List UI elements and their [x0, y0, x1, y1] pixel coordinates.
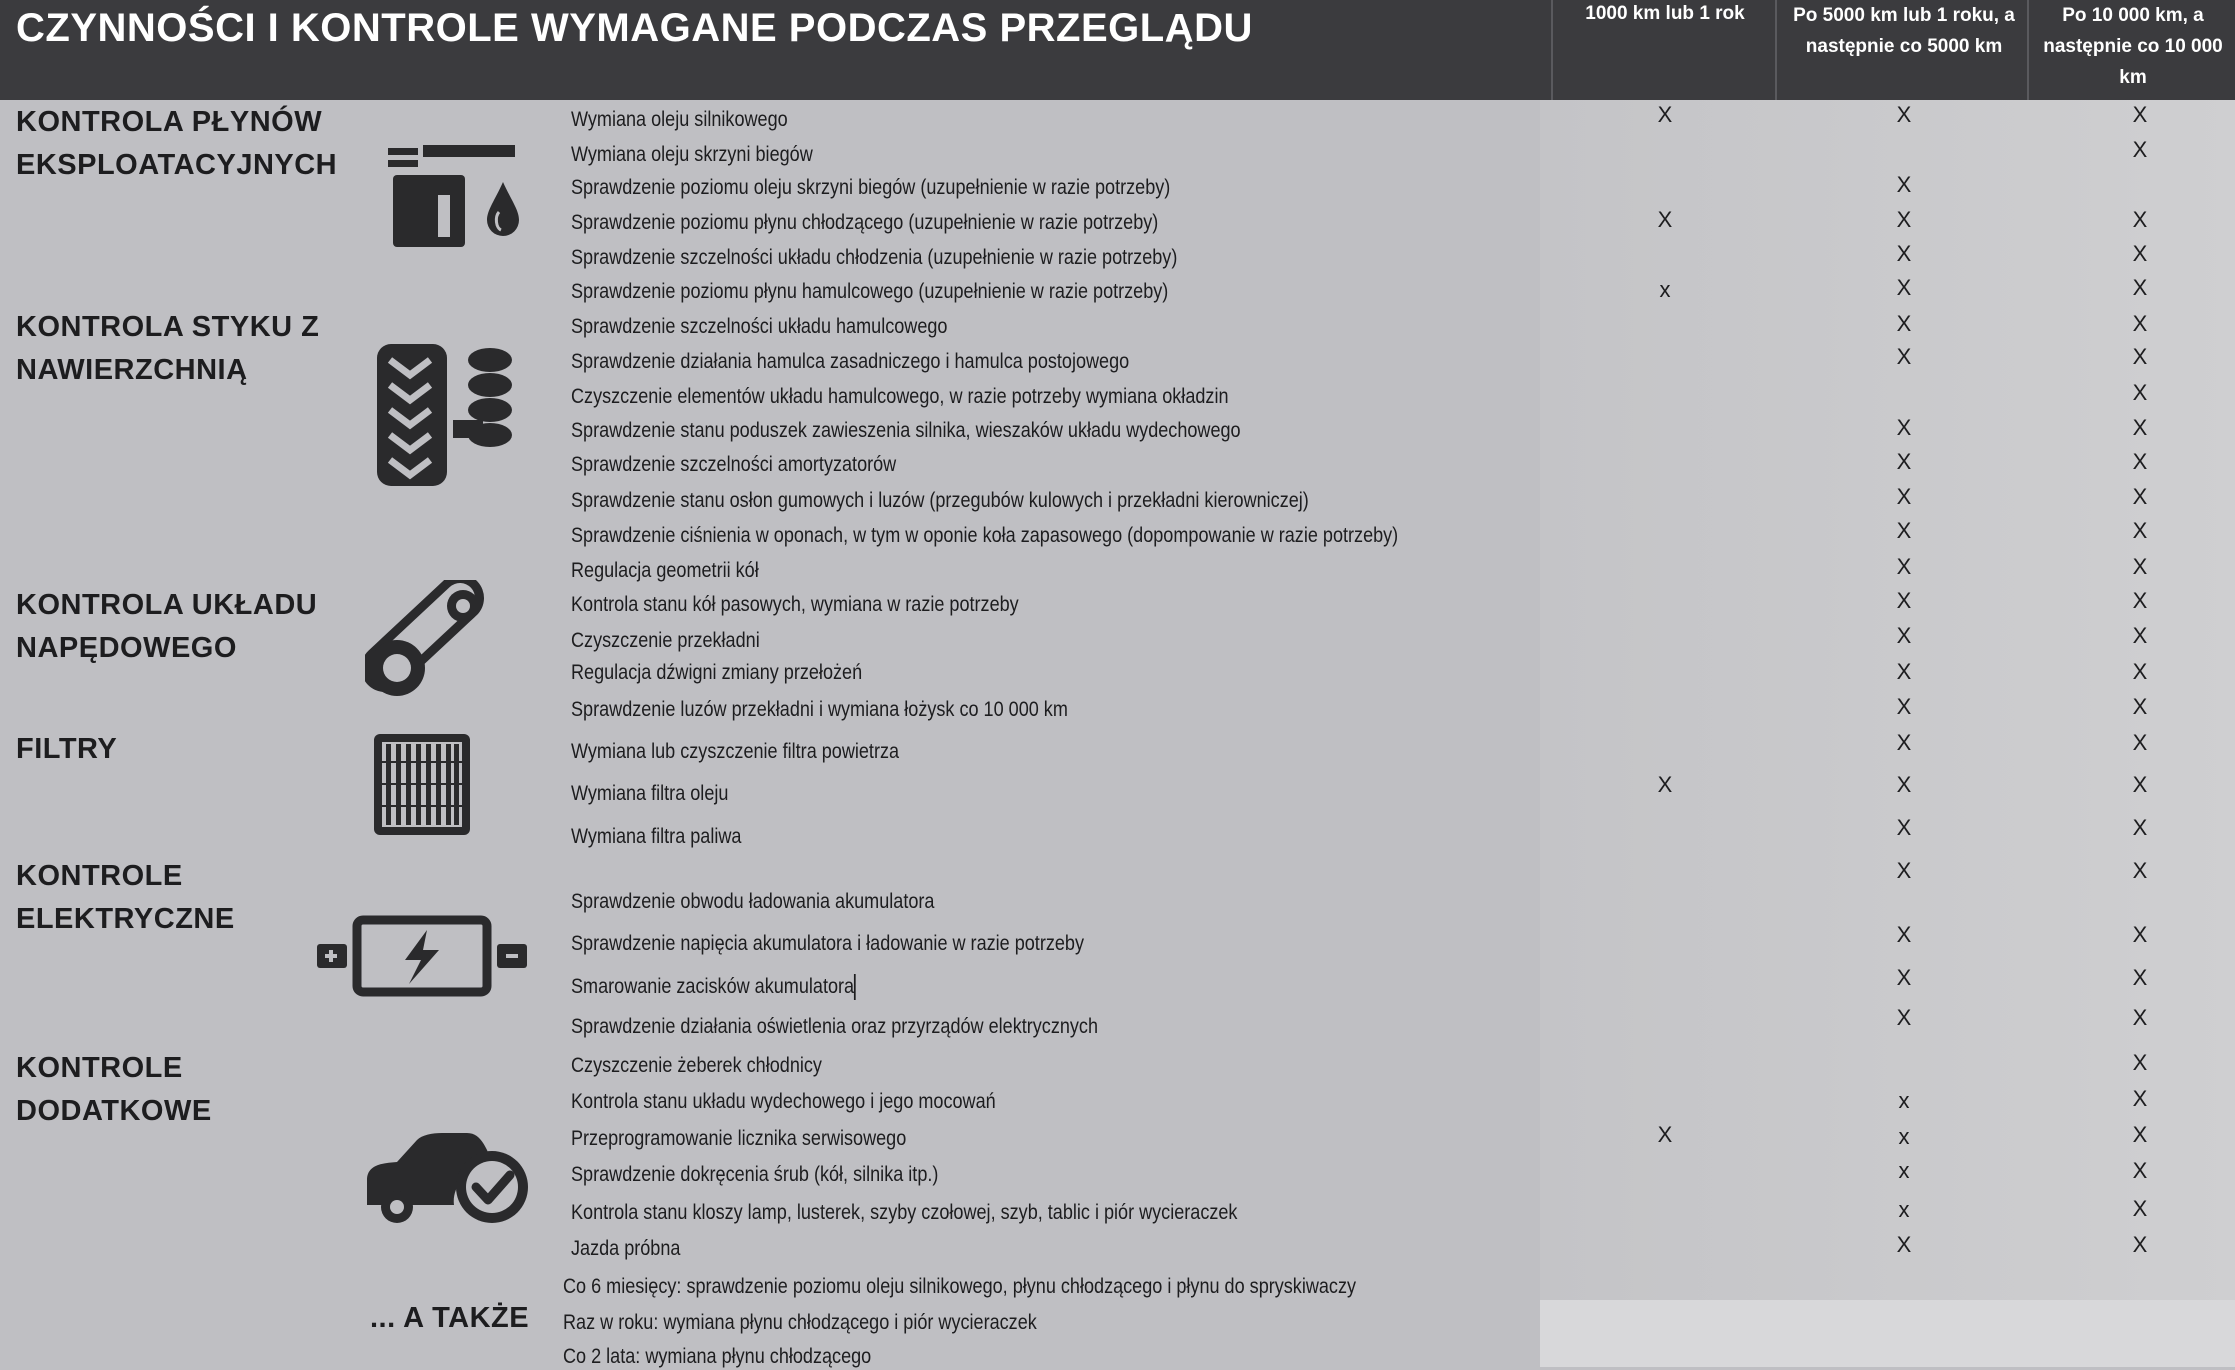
task-row	[571, 974, 856, 1000]
category-road-contact: KONTROLA STYKU Z NAWIERZCHNIĄ	[16, 311, 320, 386]
check-mark: X	[1657, 1122, 1673, 1147]
task-row: Sprawdzenie poziomu płynu chłodzącego (uzupełnienie w razie potrzeby)	[571, 211, 1159, 234]
task-row: Przeprogramowanie licznika serwisowego	[571, 1127, 907, 1150]
header-divider	[1775, 0, 1777, 100]
check-mark: X	[1896, 415, 1912, 440]
check-mark: X	[1896, 858, 1912, 883]
check-mark: x	[1898, 1158, 1910, 1183]
check-mark: X	[1657, 772, 1673, 797]
check-mark: X	[1896, 311, 1912, 336]
also-item: Co 6 miesięcy: sprawdzenie poziomu oleju silnikowego, płynu chłodzącego i płynu do spryskiwaczy	[563, 1275, 1357, 1298]
tire-icon	[375, 340, 515, 490]
task-row: Sprawdzenie stanu osłon gumowych i luzów (przegubów kulowych i przekładni kierowniczej)	[571, 489, 1309, 512]
check-mark: X	[1896, 102, 1912, 127]
task-row: Sprawdzenie działania hamulca zasadniczego i hamulca postojowego	[571, 350, 1130, 373]
car-check-icon	[362, 1125, 532, 1225]
check-mark: X	[2132, 275, 2148, 300]
check-mark: X	[2132, 815, 2148, 840]
task-row: Sprawdzenie szczelności układu hamulcowego	[571, 315, 948, 338]
check-mark: X	[2132, 1196, 2148, 1221]
check-mark: X	[2132, 311, 2148, 336]
check-mark: X	[1896, 172, 1912, 197]
header-divider	[1551, 0, 1553, 100]
check-mark: X	[2132, 1050, 2148, 1075]
column-header-5000km: Po 5000 km lub 1 roku, a następnie co 5000 km	[1793, 5, 2015, 57]
task-row: Wymiana oleju skrzyni biegów	[571, 143, 813, 166]
check-mark: X	[2132, 518, 2148, 543]
check-mark: X	[1896, 730, 1912, 755]
check-mark: x	[1659, 277, 1671, 302]
column-header-10000km: Po 10 000 km, a następnie co 10 000 km	[2043, 5, 2223, 88]
task-row: Wymiana filtra oleju	[571, 782, 729, 805]
check-mark: X	[1657, 102, 1673, 127]
category-additional: KONTROLE DODATKOWE	[16, 1052, 212, 1127]
category-drivetrain: KONTROLA UKŁADU NAPĘDOWEGO	[16, 589, 318, 664]
check-mark: X	[1896, 1232, 1912, 1257]
check-mark: x	[1898, 1088, 1910, 1113]
task-row: Sprawdzenie poziomu oleju skrzyni biegów (uzupełnienie w razie potrzeby)	[571, 176, 1171, 199]
check-mark: X	[2132, 858, 2148, 883]
check-mark: X	[1896, 449, 1912, 474]
check-mark: X	[2132, 554, 2148, 579]
check-mark: X	[2132, 1122, 2148, 1147]
check-mark: X	[2132, 623, 2148, 648]
task-row: Sprawdzenie obwodu ładowania akumulatora	[571, 890, 935, 913]
check-mark: X	[1896, 275, 1912, 300]
check-mark: x	[1898, 1124, 1910, 1149]
battery-icon	[317, 912, 527, 997]
check-mark: X	[2132, 694, 2148, 719]
task-row: Wymiana filtra paliwa	[571, 825, 742, 848]
task-row: Wymiana oleju silnikowego	[571, 108, 788, 131]
task-row: Sprawdzenie poziomu płynu hamulcowego (uzupełnienie w razie potrzeby)	[571, 280, 1169, 303]
task-row: Kontrola stanu układu wydechowego i jego mocowań	[571, 1090, 996, 1113]
check-mark: X	[2132, 380, 2148, 405]
task-row: Sprawdzenie ciśnienia w oponach, w tym w oponie koła zapasowego (dopompowanie w razie potrzeby)	[571, 524, 1399, 547]
task-row: Sprawdzenie luzów przekładni i wymiana łożysk co 10 000 km	[571, 698, 1068, 721]
check-mark: X	[1896, 623, 1912, 648]
check-mark: x	[1898, 1197, 1910, 1222]
check-mark: X	[1896, 659, 1912, 684]
bottom-shade	[1540, 1300, 2235, 1367]
check-mark: X	[2132, 730, 2148, 755]
also-item: Co 2 lata: wymiana płynu chłodzącego	[563, 1345, 872, 1368]
task-row: Czyszczenie żeberek chłodnicy	[571, 1054, 822, 1077]
check-mark: X	[2132, 1158, 2148, 1183]
check-mark: X	[2132, 965, 2148, 990]
filter-icon	[372, 732, 472, 837]
check-mark: X	[1896, 772, 1912, 797]
check-mark: X	[1896, 922, 1912, 947]
check-mark: X	[2132, 449, 2148, 474]
check-mark: X	[2132, 415, 2148, 440]
also-item: Raz w roku: wymiana płynu chłodzącego i piór wycieraczek	[563, 1311, 1037, 1334]
check-mark: X	[2132, 659, 2148, 684]
task-row: Regulacja dźwigni zmiany przełożeń	[571, 661, 863, 684]
header-divider	[2027, 0, 2029, 100]
oil-can-icon	[383, 140, 523, 250]
task-row: Sprawdzenie działania oświetlenia oraz przyrządów elektrycznych	[571, 1015, 1099, 1038]
task-row: Sprawdzenie napięcia akumulatora i ładowanie w razie potrzeby	[571, 932, 1085, 955]
check-mark: X	[2132, 137, 2148, 162]
category-fluids: KONTROLA PŁYNÓW EKSPLOATACYJNYCH	[16, 106, 338, 181]
check-mark: X	[2132, 207, 2148, 232]
text-cursor	[854, 974, 856, 1000]
table-header	[0, 0, 2235, 100]
check-mark: X	[1896, 554, 1912, 579]
task-row: Czyszczenie elementów układu hamulcowego, w razie potrzeby wymiana okładzin	[571, 385, 1229, 408]
task-text: Smarowanie zacisków akumulatora	[571, 975, 855, 998]
column-header-1000km: 1000 km lub 1 rok	[1585, 3, 1745, 24]
check-mark: X	[2132, 1086, 2148, 1111]
check-mark: X	[1896, 241, 1912, 266]
task-row: Czyszczenie przekładni	[571, 629, 760, 652]
drive-chain-icon	[365, 580, 495, 705]
check-mark: X	[1896, 484, 1912, 509]
task-row: Kontrola stanu kół pasowych, wymiana w razie potrzeby	[571, 593, 1019, 616]
check-mark: X	[2132, 1005, 2148, 1030]
also-heading: ... A TAKŻE	[370, 1302, 530, 1334]
check-mark: X	[1896, 344, 1912, 369]
check-mark: X	[2132, 484, 2148, 509]
check-mark: X	[2132, 922, 2148, 947]
check-mark: X	[2132, 102, 2148, 127]
check-mark: X	[1896, 694, 1912, 719]
check-mark: X	[2132, 344, 2148, 369]
check-mark: X	[1896, 1005, 1912, 1030]
task-row: Sprawdzenie stanu poduszek zawieszenia silnika, wieszaków układu wydechowego	[571, 419, 1241, 442]
task-row: Kontrola stanu kloszy lamp, lusterek, szyby czołowej, szyb, tablic i piór wycieraczek	[571, 1201, 1238, 1224]
task-row: Sprawdzenie szczelności układu chłodzenia (uzupełnienie w razie potrzeby)	[571, 246, 1178, 269]
category-electrical: KONTROLE ELEKTRYCZNE	[16, 860, 235, 935]
check-mark: X	[1896, 207, 1912, 232]
check-mark: X	[2132, 588, 2148, 613]
page-title: CZYNNOŚCI I KONTROLE WYMAGANE PODCZAS PRZEGLĄDU	[16, 6, 1253, 50]
check-mark: X	[2132, 772, 2148, 797]
check-mark: X	[2132, 1232, 2148, 1257]
check-mark: X	[2132, 241, 2148, 266]
check-mark: X	[1896, 588, 1912, 613]
check-mark: X	[1657, 207, 1673, 232]
check-mark: X	[1896, 815, 1912, 840]
check-mark: X	[1896, 518, 1912, 543]
category-filters: FILTRY	[16, 733, 118, 765]
task-row: Wymiana lub czyszczenie filtra powietrza	[571, 740, 900, 763]
task-row: Jazda próbna	[571, 1237, 681, 1260]
check-mark: X	[1896, 965, 1912, 990]
task-row: Regulacja geometrii kół	[571, 559, 759, 582]
task-row: Sprawdzenie szczelności amortyzatorów	[571, 453, 897, 476]
task-row: Sprawdzenie dokręcenia śrub (kół, silnika itp.)	[571, 1163, 939, 1186]
